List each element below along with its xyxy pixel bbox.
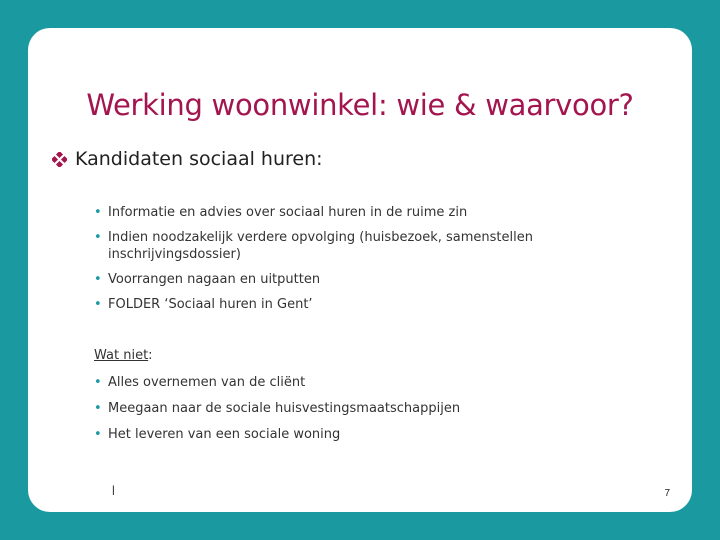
page-number: 7: [664, 488, 670, 499]
wat-niet-colon: :: [148, 348, 153, 363]
list-item: • Het leveren van een sociale woning: [94, 426, 568, 443]
section-heading-row: [52, 148, 323, 170]
primary-bullet-list: [94, 204, 568, 321]
list-item: • FOLDER ‘Sociaal huren in Gent’: [94, 296, 568, 313]
list-item: • Indien noodzakelijk verdere opvolging (huisbezoek, samenstellen inschrijvingsdossier): [94, 229, 568, 263]
diamond-bullet-icon: [52, 152, 67, 167]
list-item: • Informatie en advies over sociaal huren in de ruime zin: [94, 204, 568, 221]
not-bullet-list: [94, 374, 568, 452]
slide-title: Werking woonwinkel: wie & waarvoor?: [86, 88, 634, 122]
list-item: • Meegaan naar de sociale huisvestingsmaatschappijen: [94, 400, 568, 417]
list-item: • Voorrangen nagaan en uitputten: [94, 271, 568, 288]
slide-panel: [28, 28, 692, 512]
section-heading: Kandidaten sociaal huren:: [75, 148, 323, 170]
wat-niet-label: Wat niet: [94, 348, 149, 363]
footer-mark: l: [112, 483, 115, 498]
list-item: • Alles overnemen van de cliënt: [94, 374, 568, 391]
wat-niet-heading: [94, 348, 153, 363]
